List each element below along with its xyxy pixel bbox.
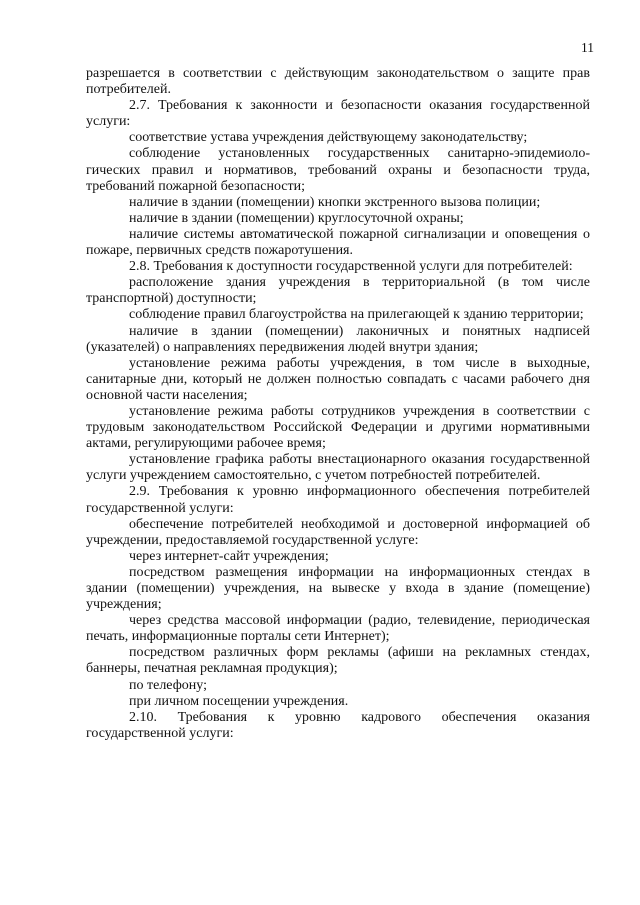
paragraph: наличие системы автоматической пожарной сигнализации и оповещения о пожаре, первичных средств пожаротушения. (86, 226, 590, 259)
paragraph: соблюдение установленных государственных санитарно-эпидемиоло-гических правил и нормативов, требований охраны и безопасности труда, требований пожарной безопасности; (86, 146, 590, 194)
paragraph: обеспечение потребителей необходимой и достоверной информацией об учреждении, предоставляемой государственной услуге: (86, 516, 590, 548)
paragraph: соответствие устава учреждения действующему законодательству; (129, 130, 528, 146)
paragraph: посредством различных форм рекламы (афиши на рекламных стендах, баннеры, печатная рекламная продукция); (86, 645, 590, 677)
paragraph: соблюдение правил благоустройства на прилегающей к зданию территории; (129, 307, 584, 323)
paragraph: через интернет-сайт учреждения; (129, 548, 329, 564)
page-number: 11 (581, 40, 594, 55)
paragraph: разрешается в соответствии с действующим законодательством о защите прав потребителей. (86, 66, 590, 98)
paragraph: 2.9. Требования к уровню информационного обеспечения потребителей государственной услуги: (86, 484, 590, 516)
paragraph: 2.7. Требования к законности и безопасности оказания государственной услуги: (86, 98, 590, 130)
paragraph: через средства массовой информации (радио, телевидение, периодическая печать, информационные порталы сети Интернет); (86, 613, 590, 645)
paragraph: наличие в здании (помещении) лаконичных и понятных надписей (указателей) о направлениях передвижения людей внутри здания; (86, 323, 590, 355)
paragraph: 2.8. Требования к доступности государственной услуги для потребителей: (129, 259, 573, 275)
paragraph: наличие в здании (помещении) круглосуточной охраны; (129, 210, 464, 226)
paragraph: 2.10. Требования к уровню кадрового обеспечения оказания государственной услуги: (86, 709, 590, 741)
paragraph: по телефону; (129, 677, 207, 693)
paragraph: наличие в здании (помещении) кнопки экстренного вызова полиции; (129, 194, 541, 210)
paragraph: установление режима работы учреждения, в том числе в выходные, санитарные дни, который не должен полностью совпадать с часами рабочего дня основной части населения; (86, 355, 590, 403)
paragraph: расположение здания учреждения в территориальной (в том числе транспортной) доступности; (86, 275, 590, 307)
paragraph: установление графика работы внестационарного оказания государственной услуги учреждением самостоятельно, с учетом потребностей потребителей. (86, 452, 590, 484)
paragraph: при личном посещении учреждения. (129, 693, 349, 709)
body-text (86, 66, 590, 742)
paragraph: установление режима работы сотрудников учреждения в соответствии с трудовым законодательством Российской Федерации и другими нормативными актами, регулирующими рабочее время; (86, 403, 590, 452)
paragraph: посредством размещения информации на информационных стендах в здании (помещении) учреждения, на вывеске у входа в здание (помещение) учреждения; (86, 564, 590, 613)
